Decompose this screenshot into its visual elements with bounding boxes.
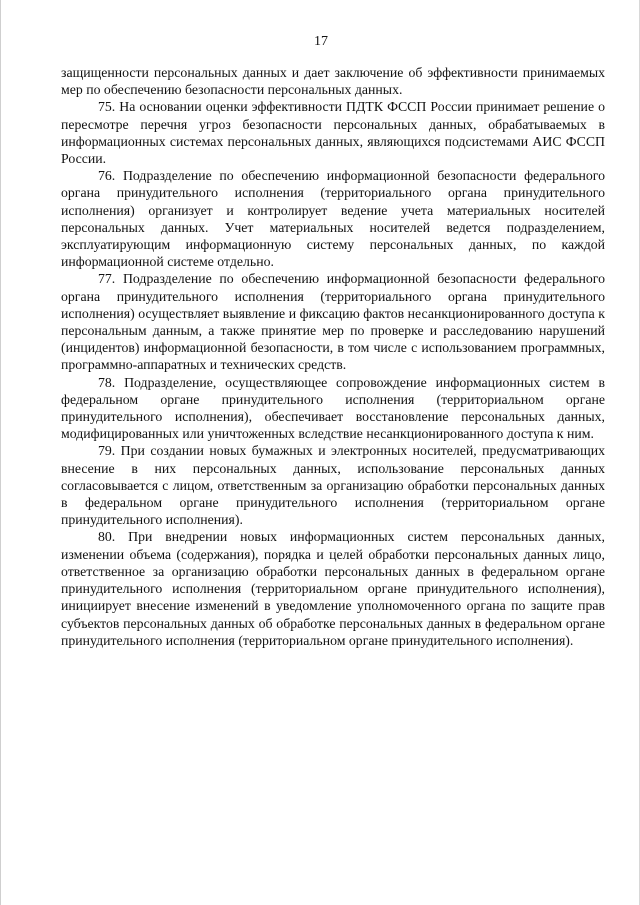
document-body bbox=[61, 64, 605, 649]
paragraph-77: 77. Подразделение по обеспечению информационной безопасности федерального органа принудительного исполнения (территориального органа принудительного исполнения) осуществляет выявление и фиксацию фактов несанкционированного доступа к персональным данным, а также принятие мер по проверке и расследованию нарушений (инцидентов) информационной безопасности, в том числе с использованием программных, программно-аппаратных и технических средств. bbox=[61, 271, 605, 373]
paragraph-80: 80. При внедрении новых информационных систем персональных данных, изменении объема (содержания), порядка и целей обработки персональных данных лицо, ответственное за организацию обработки персональных данных в федеральном органе принудительного исполнения (территориальном органе принудительного исполнения), инициирует внесение изменений в уведомление уполномоченного органа по защите прав субъектов персональных данных об обработке персональных данных в федеральном органе принудительного исполнения (территориальном органе принудительного исполнения). bbox=[61, 529, 605, 648]
paragraph-75: 75. На основании оценки эффективности ПДТК ФССП России принимает решение о пересмотре перечня угроз безопасности персональных данных, обрабатываемых в информационных системах персональных данных, являющихся подсистемами АИС ФССП России. bbox=[61, 99, 605, 167]
paragraph-78: 78. Подразделение, осуществляющее сопровождение информационных систем в федеральном органе принудительного исполнения (территориальном органе принудительного исполнения), обеспечивает восстановление персональных данных, модифицированных или уничтоженных вследствие несанкционированного доступа к ним. bbox=[61, 374, 605, 442]
paragraph-continuation: защищенности персональных данных и дает заключение об эффективности принимаемых мер по обеспечению безопасности персональных данных. bbox=[61, 65, 605, 98]
paragraph-76: 76. Подразделение по обеспечению информационной безопасности федерального органа принудительного исполнения (территориального органа принудительного исполнения) организует и контролирует ведение учета материальных носителей персональных данных. Учет материальных носителей ведется подразделением, эксплуатирующим информационную систему персональных данных, по каждой информационной системе отдельно. bbox=[61, 168, 605, 270]
page-number: 17 bbox=[314, 34, 328, 49]
paragraph-79: 79. При создании новых бумажных и электронных носителей, предусматривающих внесение в них персональных данных, использование персональных данных согласовывается с лицом, ответственным за организацию обработки персональных данных в федеральном органе принудительного исполнения (территориальном органе принудительного исполнения). bbox=[61, 443, 605, 528]
